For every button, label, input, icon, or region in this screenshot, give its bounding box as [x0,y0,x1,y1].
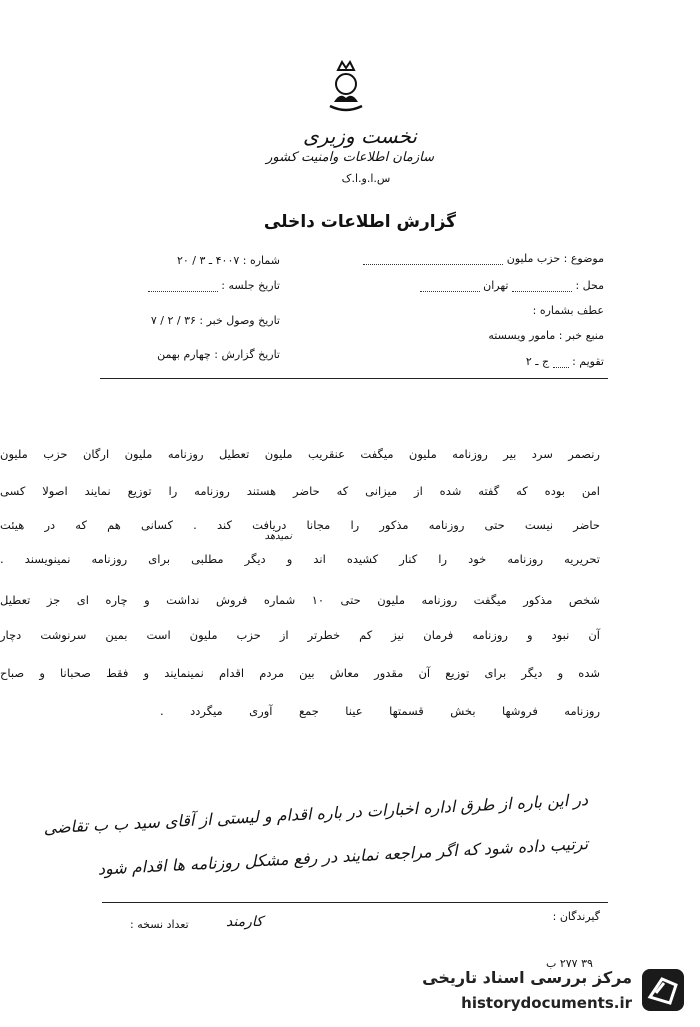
subject-label: موضوع [570,252,604,265]
body-line: امن بوده که گفته شده از میزانی که حاضر هستند روزنامه را توزیع نمایند اصولا کسی [0,484,600,498]
source-field: منبع خبر : مامور ویسسته [488,329,604,342]
document-number: ۳۹ ۲۷۷ ب [546,957,593,970]
place-label: محل [582,279,604,292]
report-date-label: تاریخ گزارش [221,348,280,361]
subject-value: حزب ملیون [506,252,561,265]
report-date-value: چهارم بهمن [157,348,211,361]
attachment-label: عطف بشماره [539,304,604,317]
date-label: تاریخ جلسه [228,279,280,292]
report-title: گزارش اطلاعات داخلی [263,212,457,232]
copy-count-label: تعداد نسخه : [130,918,189,931]
footer-divider [102,902,608,903]
body-line: حاضر نیست حتی روزنامه مذکور را مجانا دریافت کند . کسانی هم که در هیئت [0,518,600,532]
place-field: محل : تهران [344,279,604,292]
rating-label: تقویم [579,355,604,368]
body-line: تحریریه روزنامه خود را کنار کشیده اند و دیگر مطلبی برای روزنامه نمینویسند . [0,552,600,566]
body-line: شخص مذکور میگفت روزنامه ملیون حتی ۱۰ شماره فروش نداشت و چاره ای جز تعطیل [0,593,601,607]
signature: کارمند [226,914,263,930]
number-field: شماره : ۴۰۰۷ ـ ۳ / ۲۰ [176,254,280,267]
source-value: مامور ویسسته [488,329,556,342]
header-divider [100,378,608,379]
body-line: آن نبود و روزنامه فرمان نیز کم خطرتر از حزب ملیون است بمین سرنوشت دچار [0,628,600,642]
archive-logo-icon [640,967,686,1013]
watermark-url[interactable]: historydocuments.ir [461,994,632,1012]
body-line: روزنامه فروشها بخش قسمتها عینا جمع آوری میگردد . [160,704,600,718]
number-value: ۴۰۰۷ ـ ۳ / ۲۰ [176,254,240,267]
body-line: شده و دیگر برای توزیع آن مقدور معاش بین مردم اقدام نمینمایند و فقط صحبانا و صباح [0,666,600,680]
body-line: رنصمر سرد بیر روزنامه ملیون میگفت عنقریب ملیون تعطیل روزنامه ملیون ارگان حزب ملیون [0,447,600,461]
number-label: شماره [249,254,280,267]
lion-and-sun-emblem [322,58,370,114]
org-abbrev: س.ا.و.ا.ک [341,172,391,185]
attachment-field: عطف بشماره : [532,304,604,317]
subject-field: موضوع : حزب ملیون [344,252,604,265]
received-value: ۳۶ / ۲ / ۷ [150,314,196,327]
place-value: تهران [483,279,509,292]
org-subtitle: سازمان اطلاعات وامنیت کشور [266,150,434,165]
rating-value: ج ـ ۲ [525,355,550,368]
handwritten-note-line2: ترتیب داده شود که اگر مراجعه نمایند در رفع مشکل روزنامه ها اقدام شود [97,834,589,879]
org-title: نخست وزیری [303,124,417,148]
report-date-field: تاریخ گزارش : چهارم بهمن [157,348,280,361]
rating-field: تقویم : ج ـ ۲ [525,355,604,368]
interlinear-correction: نمیدهد [264,531,292,542]
received-label: تاریخ وصول خبر [206,314,280,327]
watermark-org-name: مرکز بررسی اسناد تاریخی [422,968,632,987]
received-date-field: تاریخ وصول خبر : ۳۶ / ۲ / ۷ [150,314,280,327]
handwritten-note-line1: در این باره از طرق اداره اخبارات در باره اقدام و لیستی از آقای سید ب ب تقاضی [43,790,589,838]
date-field: تاریخ جلسه : [100,279,280,292]
recipients-label: گیرندگان : [552,910,600,923]
source-label: منبع خبر [565,329,604,342]
